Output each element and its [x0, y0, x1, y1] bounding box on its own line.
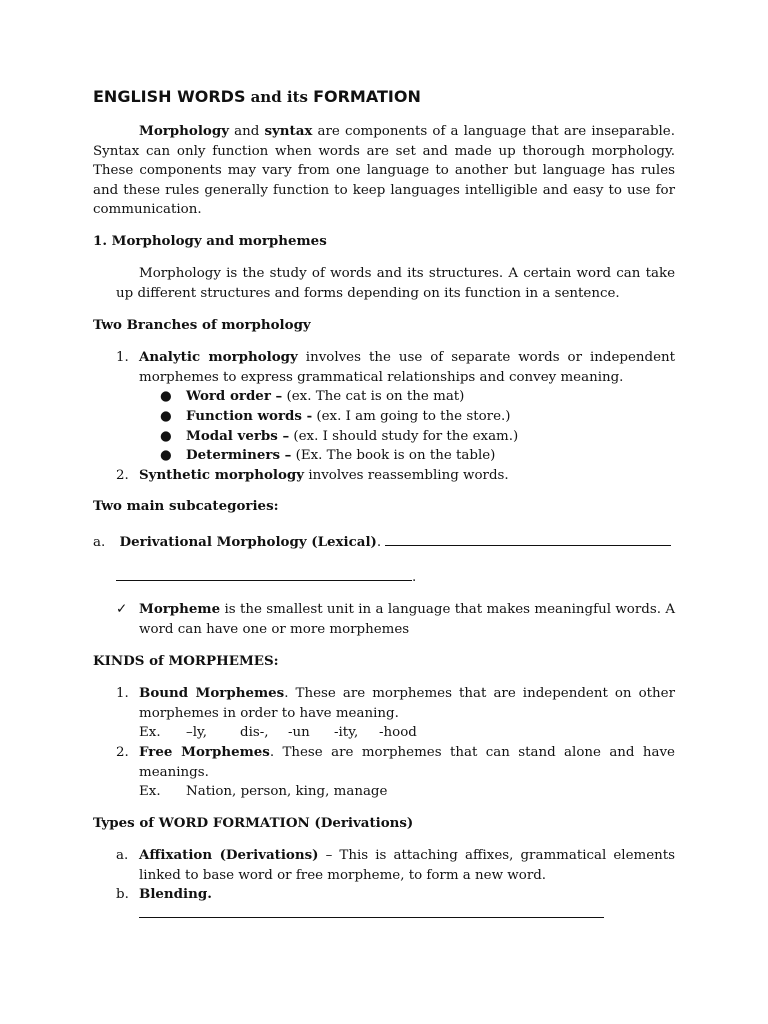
- kinds-heading: KINDS of MORPHEMES:: [93, 653, 279, 669]
- bullet-dot-icon: ●: [160, 389, 172, 404]
- title-part3: FORMATION: [313, 87, 421, 106]
- subcategory-a-title: Derivational Morphology (Lexical): [119, 534, 377, 550]
- checkmark-icon: ✓: [116, 602, 128, 617]
- intro-bold-syntax: syntax: [264, 123, 313, 139]
- branch-item-analytic: [93, 348, 675, 387]
- fill-in-blank[interactable]: [385, 532, 671, 546]
- bullet-modal-verbs: ● Modal verbs – (ex. I should study for the exam.): [160, 427, 518, 447]
- section1-heading: 1. Morphology and morphemes: [93, 233, 327, 249]
- kinds-item-bound: 1. Bound Morphemes. These are morphemes that are independent on other morphemes in order to have meaning.: [116, 685, 676, 721]
- subcategory-blank-line: .: [116, 567, 698, 588]
- bullet-function-words: ● Function words - (ex. I am going to the store.): [160, 407, 510, 427]
- page-title: [93, 86, 421, 108]
- branch-item-2-number: 2.: [116, 468, 129, 483]
- intro-text-2: are components of a language that are inseparable. Syntax can only function when words are set and made up thorough morphology. These components may vary from one language to another but language has rules and these rules generally function to keep languages intelligible and easy to use for communication.: [93, 124, 675, 218]
- branch-item-synthetic: [93, 466, 675, 486]
- bullet-dot-icon: ●: [160, 448, 172, 463]
- free-examples: Ex. Nation, person, king, manage: [139, 784, 388, 799]
- morpheme-text: Morpheme is the smallest unit in a language that makes meaningful words. A word can have one or more morphemes: [139, 601, 675, 637]
- branch-item-1-text: Analytic morphology involves the use of separate words or independent morphemes to express grammatical relationships and convey meaning.: [139, 349, 676, 385]
- bullet-word-order: ● Word order – (ex. The cat is on the mat): [160, 387, 464, 407]
- blending-blank-line: [139, 904, 721, 925]
- morpheme-definition: [93, 600, 675, 639]
- section1-paragraph: Morphology is the study of words and its structures. A certain word can take up different structures and forms depending on its function in a sentence.: [116, 266, 675, 301]
- kinds-item-free: 2. Free Morphemes. These are morphemes that can stand alone and have meanings.: [116, 744, 675, 780]
- fill-in-blank[interactable]: [116, 567, 412, 581]
- types-heading: Types of WORD FORMATION (Derivations): [93, 815, 414, 831]
- types-item-affixation: a. Affixation (Derivations) – This is attaching affixes, grammatical elements linked to base word or free morpheme, to form a new word.: [116, 847, 676, 883]
- fill-in-blank[interactable]: [139, 904, 604, 918]
- branch-item-1-number: 1.: [116, 350, 129, 365]
- intro-text-1: and: [229, 124, 265, 139]
- branch-item-2-text: Synthetic morphology involves reassembling words.: [139, 467, 509, 483]
- intro-paragraph: [93, 122, 675, 220]
- subcategory-a-label: a.: [93, 535, 106, 550]
- bullet-dot-icon: ●: [160, 409, 172, 424]
- subcategory-derivational: a. Derivational Morphology (Lexical).: [93, 532, 675, 553]
- subcategories-heading: Two main subcategories:: [93, 498, 279, 514]
- title-part2: and its: [250, 88, 308, 106]
- bound-examples: Ex. –ly, dis-, -un -ity, -hood: [139, 725, 417, 740]
- title-part1: ENGLISH WORDS: [93, 87, 246, 106]
- types-item-blending: b. Blending.: [116, 886, 212, 902]
- bullet-dot-icon: ●: [160, 429, 172, 444]
- intro-bold-morphology: Morphology: [139, 123, 230, 139]
- bullet-determiners: ● Determiners – (Ex. The book is on the table): [160, 446, 495, 466]
- branches-heading: Two Branches of morphology: [93, 317, 311, 333]
